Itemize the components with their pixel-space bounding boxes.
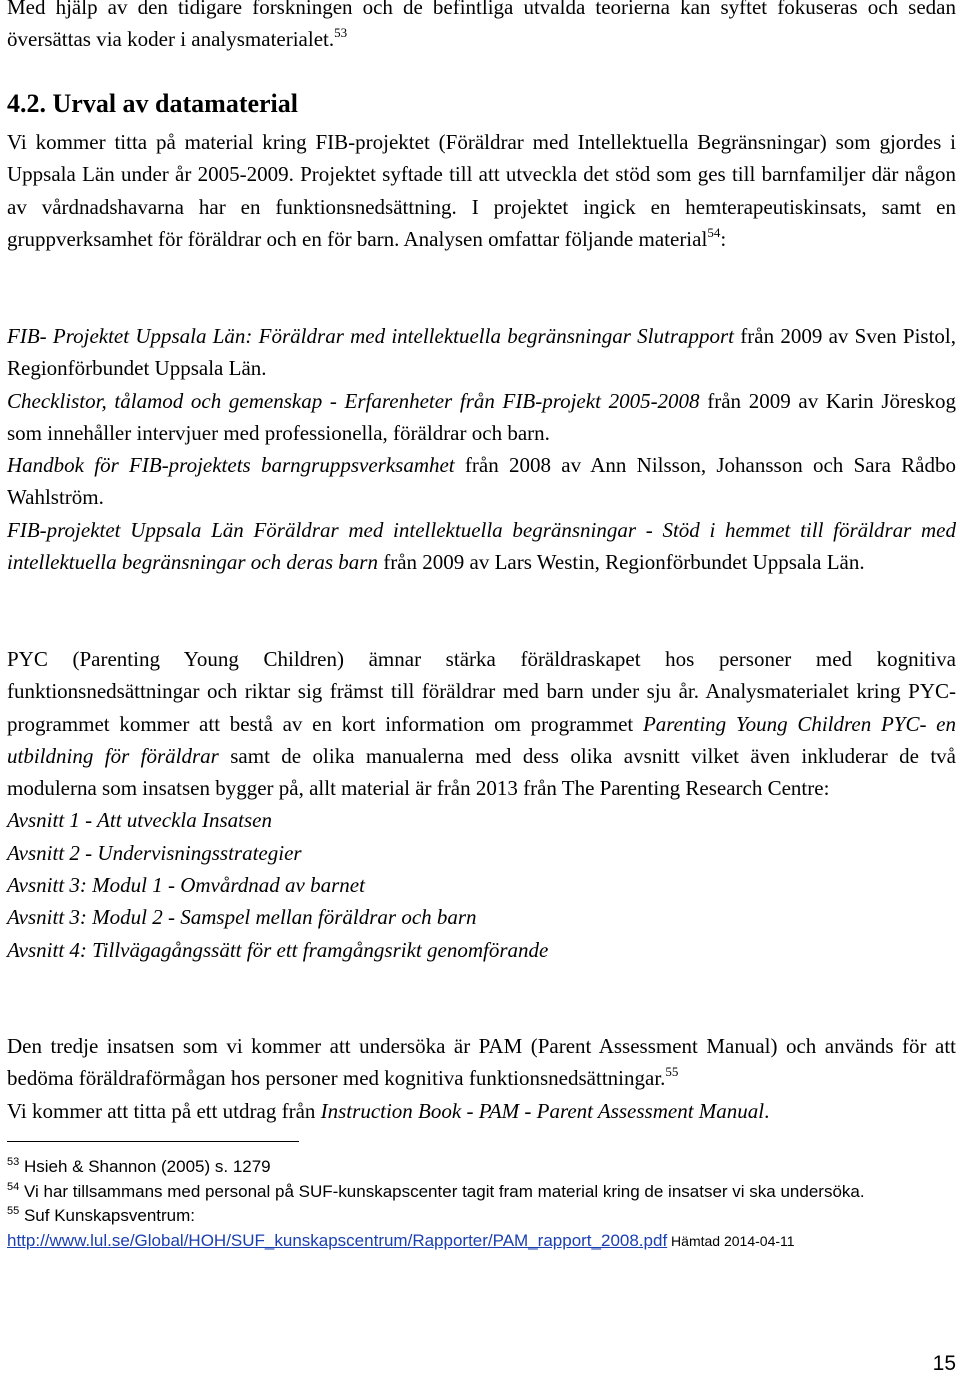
pyc-text-2: samt de olika manualerna med dess olika avsnitt vilket även inkluderar de två modulerna som insatsen bygger på, allt material är från 2013 från The Parenting Research Centre: <box>7 743 957 801</box>
avsnitt-item: Avsnitt 2 - Undervisningsstrategier <box>7 840 302 865</box>
material-item <box>7 320 956 385</box>
material-title: Handbok för FIB-projektets barngruppsverksamhet <box>7 453 455 478</box>
footnote-text: Hsieh & Shannon (2005) s. 1279 <box>19 1157 271 1176</box>
material-details: från 2008 av Ann Nilsson, Johansson och Sara Rådbo Wahlström. <box>7 453 956 510</box>
pam-book-title: Instruction Book - PAM - Parent Assessment Manual <box>320 1098 765 1123</box>
retrieved-date: Hämtad 2014-04-11 <box>667 1232 795 1249</box>
intro-paragraph-text: Med hjälp av den tidigare forskningen och de befintliga utvalda teorierna kan syftet fokuseras och sedan översättas via koder i analysmaterialet. <box>7 0 956 52</box>
footnote-ref-54[interactable]: 54 <box>707 224 721 240</box>
pyc-program-title: Parenting Young Children PYC- en utbildning för föräldrar <box>7 711 956 768</box>
material-details: från 2009 av Karin Jöreskog som innehåller intervjuer med professionella, föräldrar och barn. <box>7 388 956 445</box>
material-item <box>7 449 956 514</box>
footnote-number: 54 <box>7 1180 20 1193</box>
pyc-text-1: PYC (Parenting Young Children) ämnar stärka föräldraskapet hos personer med kognitiva funktionsnedsättningar och riktar sig främst till föräldrar med barn under sju år. Analysmaterialet kring PYC-programmet kommer att bestå av en kort information om programmet <box>7 647 956 736</box>
footnote-54 <box>7 1180 956 1205</box>
pyc-section <box>7 643 956 966</box>
footnotes <box>7 1155 956 1253</box>
section-intro-text: Vi kommer titta på material kring FIB-projektet (Föräldrar med Intellektuella Begränsningar) som gjordes i Uppsala Län under år 2005-2009. Projektet syftade till att utveckla det stöd som ges till barnfamiljer där någon av vårdnadshavarna har en funktionsnedsättning. I projektet ingick en hemterapeutiskinsats, samt en gruppverksamhet för föräldrar och en för barn. Analysen omfattar följande material <box>7 130 956 251</box>
page-number: 15 <box>932 1352 956 1375</box>
pam-text-1: Den tredje insatsen som vi kommer att undersöka är PAM (Parent Assessment Manual) och används för att bedöma föräldraförmågan hos personer med kognitiva funktionsnedsättningar. <box>7 1034 956 1091</box>
footnote-number: 53 <box>7 1156 20 1168</box>
footnote-number: 55 <box>7 1205 20 1217</box>
materials-list <box>7 320 956 578</box>
avsnitt-item: Avsnitt 1 - Att utveckla Insatsen <box>7 808 272 833</box>
material-title: FIB- Projektet Uppsala Län: Föräldrar med intellektuella begränsningar Slutrapport <box>7 324 735 348</box>
pam-text-3: . <box>764 1098 770 1123</box>
footnote-text: Vi har tillsammans med personal på SUF-kunskapscenter tagit fram material kring de insatser vi ska undersöka. <box>19 1181 865 1201</box>
section-heading: 4.2. Urval av datamaterial <box>7 89 299 118</box>
pam-report-link[interactable]: http://www.lul.se/Global/HOH/SUF_kunskapscentrum/Rapporter/PAM_rapport_2008.pdf <box>7 1230 668 1250</box>
pyc-paragraph <box>7 643 956 804</box>
material-details: från 2009 av Lars Westin, Regionförbundet Uppsala Län. <box>377 550 865 575</box>
section-intro-paragraph <box>7 126 956 255</box>
material-title: FIB-projektet Uppsala Län Föräldrar med intellektuella begränsningar - Stöd i hemmet till föräldrar med intellektuella begränsningar och deras barn <box>7 517 956 575</box>
footnote-53 <box>7 1155 956 1180</box>
material-title: Checklistor, tålamod och gemenskap - Erfarenheter från FIB-projekt 2005-2008 <box>7 388 700 413</box>
avsnitt-item: Avsnitt 4: Tillvägagångssätt för ett framgångsrikt genomförande <box>7 937 549 962</box>
footnote-divider <box>7 1141 299 1142</box>
avsnitt-item: Avsnitt 3: Modul 2 - Samspel mellan föräldrar och barn <box>7 905 477 930</box>
section-intro-colon: : <box>720 226 727 251</box>
material-item <box>7 385 956 450</box>
footnote-ref-53[interactable]: 53 <box>334 25 348 41</box>
pam-text-2: Vi kommer att titta på ett utdrag från <box>7 1098 321 1123</box>
material-item <box>7 514 956 579</box>
footnote-ref-55[interactable]: 55 <box>665 1064 679 1080</box>
pam-paragraph <box>7 1030 956 1127</box>
material-details: från 2009 av Sven Pistol, Regionförbundet Uppsala Län. <box>7 324 957 381</box>
avsnitt-item: Avsnitt 3: Modul 1 - Omvårdnad av barnet <box>7 873 365 898</box>
intro-paragraph <box>7 0 956 56</box>
footnote-text: Suf Kunskapsventrum: <box>19 1206 196 1225</box>
footnote-55 <box>7 1204 956 1253</box>
